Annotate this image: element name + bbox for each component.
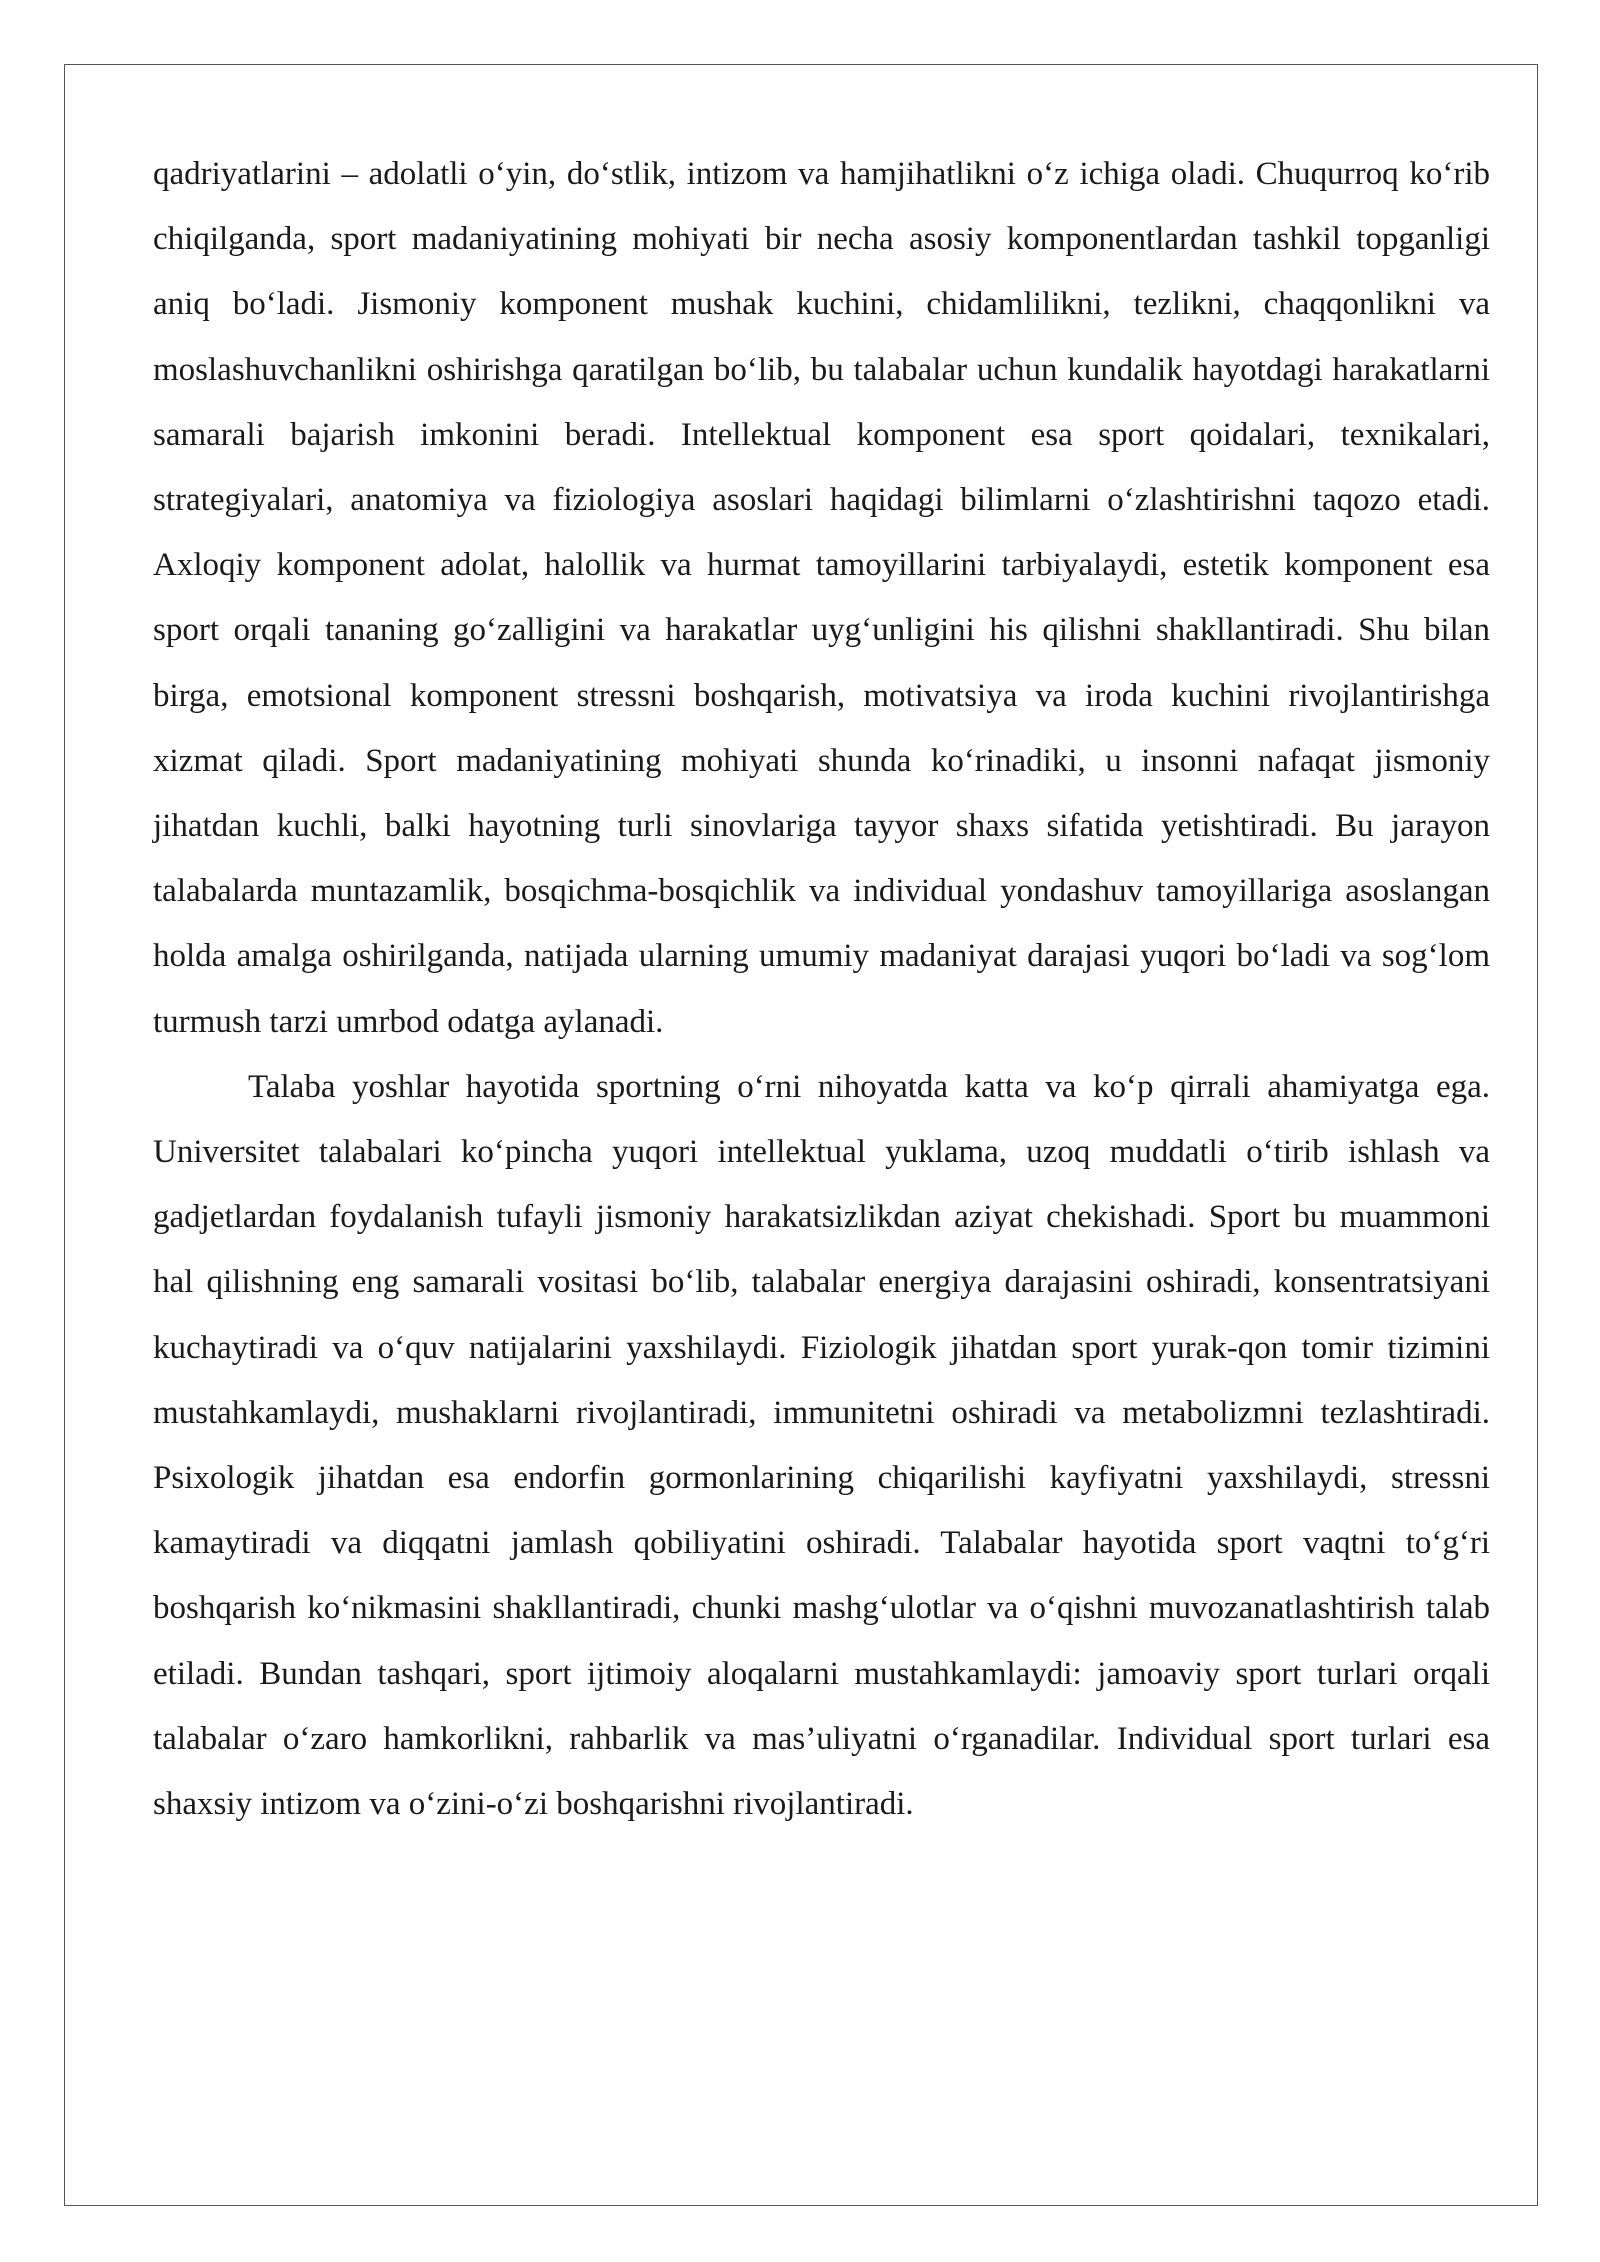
paragraph-sport-culture-components: qadriyatlarini – adolatli o‘yin, do‘stlik, intizom va hamjihatlikni o‘z ichiga oladi. Chuqurroq ko‘rib chiqilganda, sport madaniyatining mohiyati bir necha asosiy komponentlardan tashkil topganligi aniq bo‘ladi. Jismoniy komponent mushak kuchini, chidamlilikni, tezlikni, chaqqonlikni va moslashuvchanlikni oshirishga qaratilgan bo‘lib, bu talabalar uchun kundalik hayotdagi harakatlarni samarali bajarish imkonini beradi. Intellektual komponent esa sport qoidalari, texnikalari, strategiyalari, anatomiya va fiziologiya asoslari haqidagi bilimlarni o‘zlashtirishni taqozo etadi. Axloqiy komponent adolat, halollik va hurmat tamoyillarini tarbiyalaydi, estetik komponent esa sport orqali tananing go‘zalligini va harakatlar uyg‘unligini his qilishni shakllantiradi. Shu bilan birga, emotsional komponent stressni boshqarish, motivatsiya va iroda kuchini rivojlantirishga xizmat qiladi. Sport madaniyatining mohiyati shunda ko‘rinadiki, u insonni nafaqat jismoniy jihatdan kuchli, balki hayotning turli sinovlariga tayyor shaxs sifatida yetishtiradi. Bu jarayon talabalarda muntazamlik, bosqichma-bosqichlik va individual yondashuv tamoyillariga asoslangan holda amalga oshirilganda, natijada ularning umumiy madaniyat darajasi yuqori bo‘ladi va sog‘lom turmush tarzi umrbod odatga aylanadi. xyxy=(153,156,1490,1040)
document-body xyxy=(153,142,1490,1837)
paragraph-sport-in-student-life: Talaba yoshlar hayotida sportning o‘rni nihoyatda katta va ko‘p qirrali ahamiyatga ega. Universitet talabalari ko‘pincha yuqori intellektual yuklama, uzoq muddatli o‘tirib ishlash va gadjetlardan foydalanish tufayli jismoniy harakatsizlikdan aziyat chekishadi. Sport bu muammoni hal qilishning eng samarali vositasi bo‘lib, talabalar energiya darajasini oshiradi, konsentratsiyani kuchaytiradi va o‘quv natijalarini yaxshilaydi. Fiziologik jihatdan sport yurak-qon tomir tizimini mustahkamlaydi, mushaklarni rivojlantiradi, immunitetni oshiradi va metabolizmni tezlashtiradi. Psixologik jihatdan esa endorfin gormonlarining chiqarilishi kayfiyatni yaxshilaydi, stressni kamaytiradi va diqqatni jamlash qobiliyatini oshiradi. Talabalar hayotida sport vaqtni to‘g‘ri boshqarish ko‘nikmasini shakllantiradi, chunki mashg‘ulotlar va o‘qishni muvozanatlashtirish talab etiladi. Bundan tashqari, sport ijtimoiy aloqalarni mustahkamlaydi: jamoaviy sport turlari orqali talabalar o‘zaro hamkorlikni, rahbarlik va mas’uliyatni o‘rganadilar. Individual sport turlari esa shaxsiy intizom va o‘zini-o‘zi boshqarishni rivojlantiradi. xyxy=(153,1068,1490,1823)
